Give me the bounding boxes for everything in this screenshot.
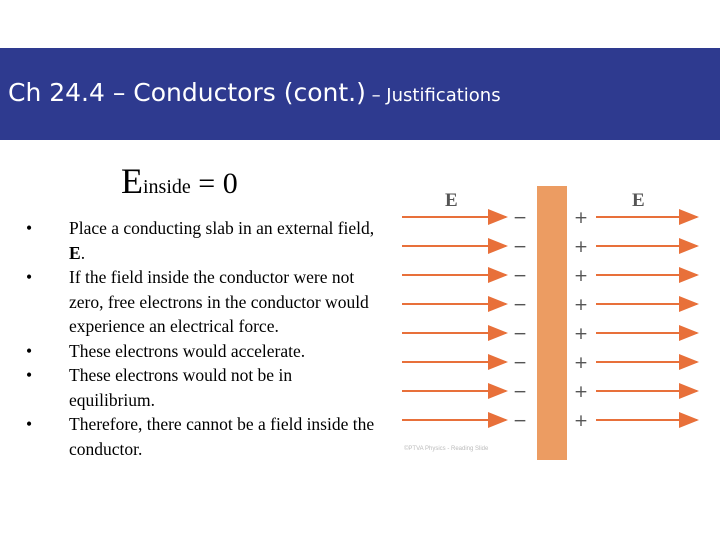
bullet-text: These electrons would not be in equilibrium.: [69, 365, 293, 410]
bullet-bold-text: E: [69, 242, 81, 263]
minus-charge: −: [512, 324, 528, 344]
slide-title: [8, 78, 501, 107]
minus-charge: −: [512, 208, 528, 228]
plus-charge: +: [573, 237, 589, 257]
bullet-mark: •: [26, 365, 33, 385]
plus-charge: +: [573, 411, 589, 431]
minus-charge: −: [512, 266, 528, 286]
bullet-text: If the field inside the conductor were not zero, free electrons in the conductor would experience an electrical force.: [69, 267, 369, 336]
bullet-mark: •: [26, 340, 33, 361]
equation-symbol: E: [121, 161, 143, 201]
figure-credit: ©PTVA Physics - Reading Slide: [404, 446, 489, 452]
plus-charge: +: [573, 382, 589, 402]
plus-charge: +: [573, 324, 589, 344]
bullet-item: [26, 412, 376, 461]
bullet-item: [26, 216, 376, 265]
field-label-left: E: [445, 190, 458, 211]
bullet-item: [26, 339, 376, 364]
plus-charge: +: [573, 295, 589, 315]
bullet-mark: •: [26, 267, 33, 287]
minus-charge: −: [512, 382, 528, 402]
bullet-text-after: .: [80, 242, 86, 263]
plus-charge: +: [573, 208, 589, 228]
field-label-right: E: [632, 190, 645, 211]
equation-rest: = 0: [190, 167, 238, 200]
bullet-item: [26, 363, 376, 412]
bullet-text: Therefore, there cannot be a field inside the conductor.: [69, 414, 375, 459]
minus-charge: −: [512, 353, 528, 373]
bullet-list: [26, 216, 376, 461]
field-equation: [121, 160, 238, 202]
equation-subscript: inside: [143, 176, 191, 198]
minus-charge: −: [512, 411, 528, 431]
plus-charge: +: [573, 266, 589, 286]
conductor-slab: [537, 186, 567, 460]
bullet-text: Place a conducting slab in an external field,: [69, 218, 375, 238]
slide-title-main: Ch 24.4 – Conductors (cont.): [8, 78, 366, 107]
bullet-mark: •: [26, 218, 33, 238]
conductor-slab-diagram: [400, 180, 700, 460]
bullet-item: [26, 265, 376, 339]
minus-charge: −: [512, 237, 528, 257]
minus-charge: −: [512, 295, 528, 315]
slide-title-sub: – Justifications: [365, 85, 501, 106]
bullet-mark: •: [26, 414, 33, 434]
plus-charge: +: [573, 353, 589, 373]
bullet-text: These electrons would accelerate.: [69, 340, 306, 361]
